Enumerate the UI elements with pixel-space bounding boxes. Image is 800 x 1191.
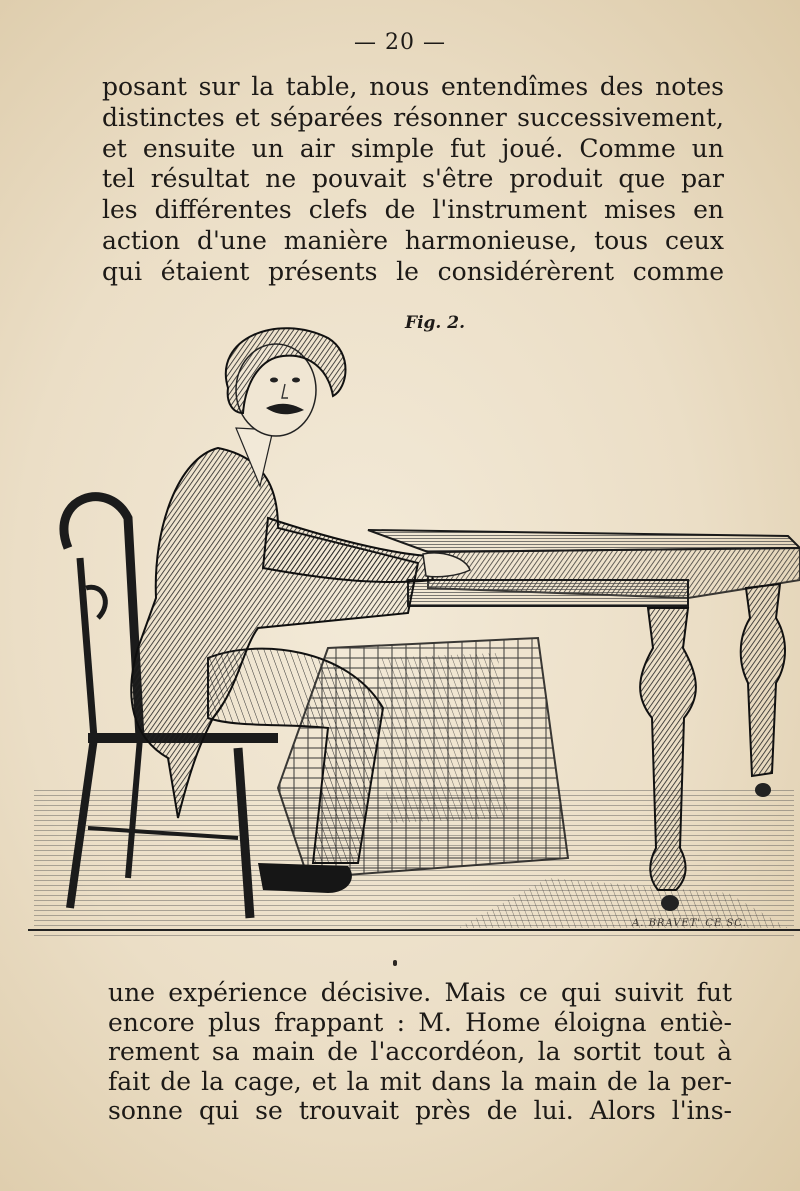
paragraph-bottom xyxy=(108,978,732,1126)
ink-mark xyxy=(393,960,397,966)
paragraph-top xyxy=(102,72,724,288)
text-line: fait de la cage, et la mit dans la main de la per- xyxy=(108,1066,732,1096)
text-line: et ensuite un air simple fut joué. Comme un xyxy=(102,133,724,163)
figure-caption: Fig. 2. xyxy=(405,313,465,333)
text-line: qui étaient présents le considérèrent comme xyxy=(102,256,724,286)
engraver-signature: A. BRAVET' CE SC. xyxy=(632,918,747,929)
text-line: action d'une manière harmonieuse, tous ceux xyxy=(102,225,724,255)
text-line: posant sur la table, nous entendîmes des notes xyxy=(102,72,724,101)
text-line: les différentes clefs de l'instrument mises en xyxy=(102,195,724,225)
text-line: rement sa main de l'accordéon, la sortit tout à xyxy=(108,1037,732,1066)
text-line: tel résultat ne pouvait s'être produit que par xyxy=(102,164,724,194)
text-line: sonne qui se trouvait près de lui. Alors l'ins- xyxy=(108,1096,732,1125)
engraving-illustration xyxy=(28,318,800,940)
text-line: distinctes et séparées résonner successivement, xyxy=(102,102,724,132)
text-line: encore plus frappant : M. Home éloigna entiè- xyxy=(108,1007,732,1037)
page-number: — 20 — xyxy=(354,30,446,55)
text-line: une expérience décisive. Mais ce qui suivit fut xyxy=(108,978,732,1007)
